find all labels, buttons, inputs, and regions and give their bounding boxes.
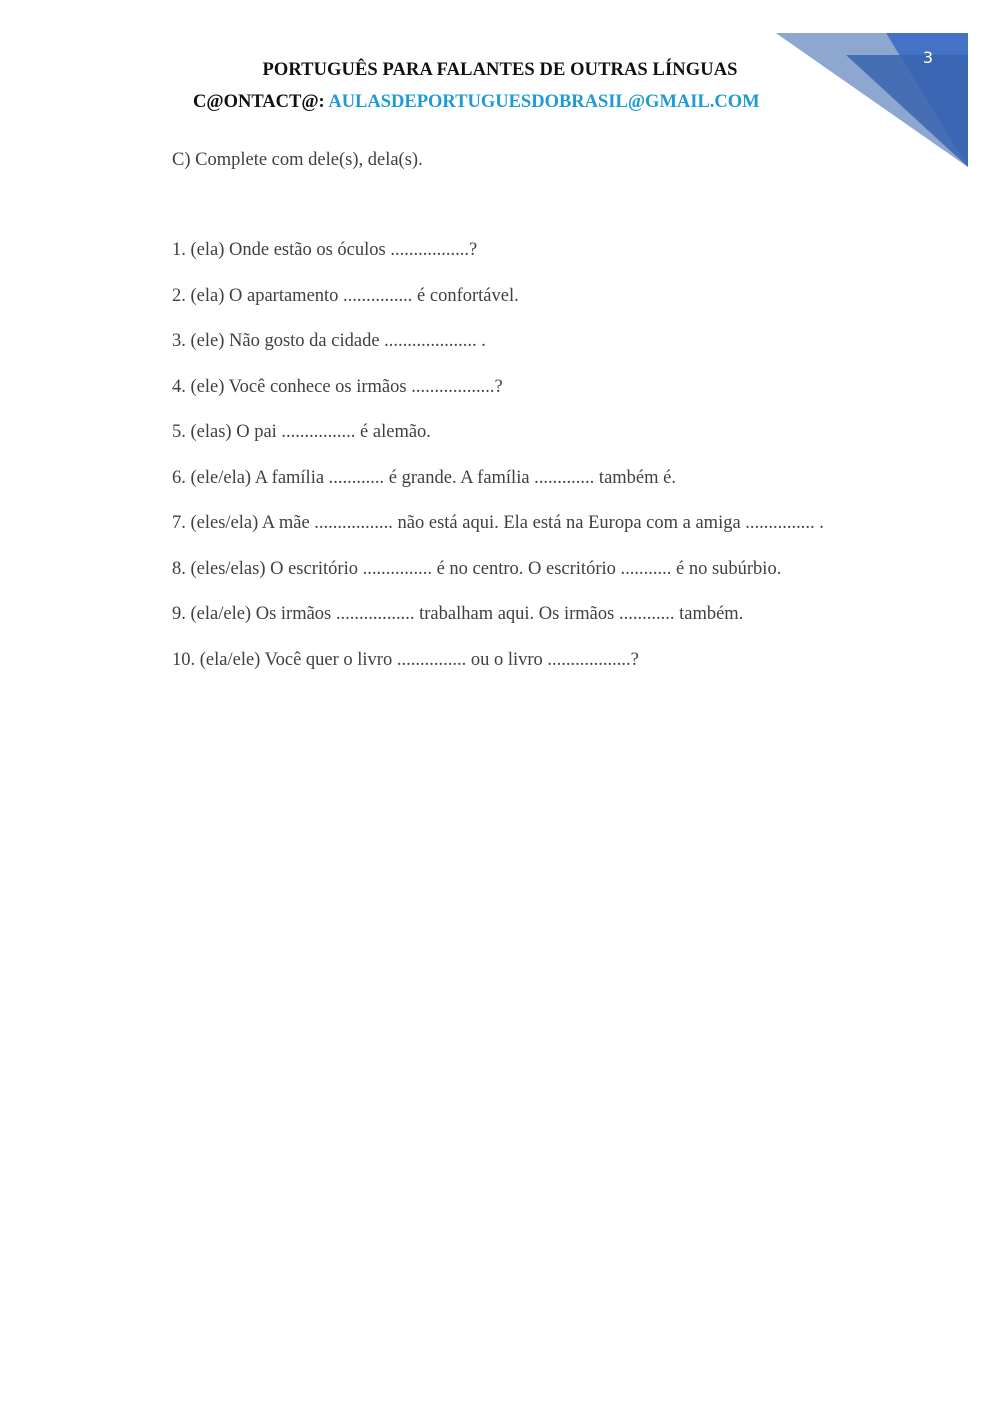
exercise-item-7: 7. (eles/ela) A mãe ................. não está aqui. Ela está na Europa com a amiga ............... . xyxy=(172,513,824,533)
exercise-item-10: 10. (ela/ele) Você quer o livro ............... ou o livro ..................? xyxy=(172,649,639,670)
exercise-item-4: 4. (ele) Você conhece os irmãos ..................? xyxy=(172,376,503,397)
exercise-item-2: 2. (ela) O apartamento ............... é confortável. xyxy=(172,285,519,306)
exercise-instruction: C) Complete com dele(s), dela(s). xyxy=(172,150,423,170)
page-number: 3 xyxy=(922,48,934,67)
exercise-item-9: 9. (ela/ele) Os irmãos ................. trabalham aqui. Os irmãos ............ também. xyxy=(172,604,744,624)
exercise-list xyxy=(172,240,824,695)
contact-email-link[interactable]: AULASDEPORTUGUESDOBRASIL@GMAIL.COM xyxy=(328,92,760,112)
contact-label: C@ONTACT@: xyxy=(193,92,329,112)
document-title: PORTUGUÊS PARA FALANTES DE OUTRAS LÍNGUAS xyxy=(262,60,738,80)
exercise-item-1: 1. (ela) Onde estão os óculos .................? xyxy=(172,240,478,260)
exercise-item-6: 6. (ele/ela) A família ............ é grande. A família ............. também é. xyxy=(172,467,676,488)
exercise-item-3: 3. (ele) Não gosto da cidade .................... . xyxy=(172,331,486,351)
exercise-item-8: 8. (eles/elas) O escritório ............... é no centro. O escritório ........... é no subúrbio. xyxy=(172,558,782,579)
exercise-item-5: 5. (elas) O pai ................ é alemão. xyxy=(172,422,431,442)
contact-line xyxy=(193,92,775,113)
